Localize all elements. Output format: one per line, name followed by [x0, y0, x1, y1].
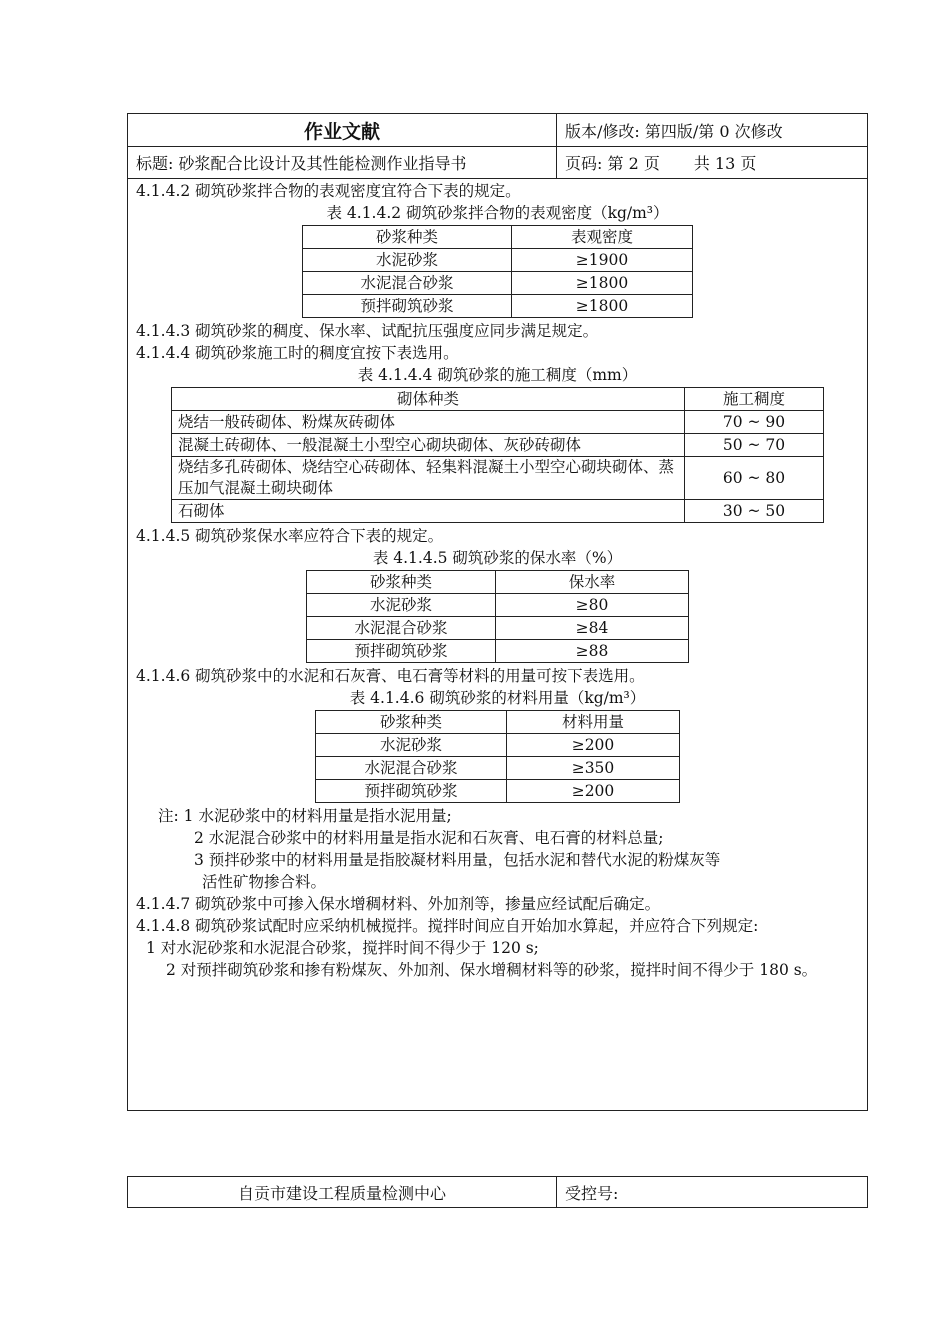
table-cell: ≥1800 — [512, 272, 693, 295]
table-cell: 烧结一般砖砌体、粉煤灰砖砌体 — [172, 411, 685, 434]
table-header-row — [316, 711, 680, 734]
note-2: 2 水泥混合砂浆中的材料用量是指水泥和石灰膏、电石膏的材料总量; — [194, 829, 664, 847]
document-body — [136, 180, 859, 981]
paragraph-4143: 4.1.4.3 砌筑砂浆的稠度、保水率、试配抗压强度应同步满足规定。 — [136, 322, 599, 340]
table-header-row — [307, 571, 689, 594]
page-number: 页码: 第 2 页 — [565, 154, 660, 173]
table-row — [307, 617, 689, 640]
table-4145 — [306, 570, 689, 663]
note-1: 注: 1 水泥砂浆中的材料用量是指水泥用量; — [158, 807, 452, 825]
table-cell: 水泥混合砂浆 — [303, 272, 512, 295]
note-3: 3 预拌砂浆中的材料用量是指胶凝材料用量，包括水泥和替代水泥的粉煤灰等 — [194, 851, 721, 869]
table-caption-4142: 表 4.1.4.2 砌筑砂浆拌合物的表观密度（kg/m³） — [326, 204, 669, 222]
header-row-1 — [128, 114, 867, 147]
table-cell: ≥84 — [496, 617, 689, 640]
page-total: 共 13 页 — [693, 154, 757, 173]
col-header: 施工稠度 — [685, 388, 824, 411]
table-row — [307, 594, 689, 617]
table-cell: 水泥混合砂浆 — [307, 617, 496, 640]
table-cell: 30 ~ 50 — [685, 500, 824, 523]
table-cell: 70 ~ 90 — [685, 411, 824, 434]
table-cell: 水泥混合砂浆 — [316, 757, 507, 780]
table-row — [172, 500, 824, 523]
table-cell: ≥1900 — [512, 249, 693, 272]
table-caption-4146: 表 4.1.4.6 砌筑砂浆的材料用量（kg/m³） — [349, 689, 646, 707]
table-cell: 石砌体 — [172, 500, 685, 523]
list-item-1: 1 对水泥砂浆和水泥混合砂浆，搅拌时间不得少于 120 s; — [146, 939, 539, 957]
col-header: 砌体种类 — [172, 388, 685, 411]
doc-subject: 标题: 砂浆配合比设计及其性能检测作业指导书 — [136, 154, 467, 173]
table-row — [172, 457, 824, 500]
table-cell: 水泥砂浆 — [307, 594, 496, 617]
table-caption-4144: 表 4.1.4.4 砌筑砂浆的施工稠度（mm） — [357, 366, 638, 384]
table-cell: 预拌砌筑砂浆 — [316, 780, 507, 803]
table-cell: 水泥砂浆 — [303, 249, 512, 272]
control-number-label: 受控号: — [556, 1177, 867, 1207]
table-row — [172, 411, 824, 434]
table-row — [303, 295, 693, 318]
header-row-2 — [128, 147, 867, 179]
table-cell: 预拌砌筑砂浆 — [303, 295, 512, 318]
table-cell: 混凝土砖砌体、一般混凝土小型空心砌块砌体、灰砂砖砌体 — [172, 434, 685, 457]
col-header: 砂浆种类 — [316, 711, 507, 734]
table-cell: 烧结多孔砖砌体、烧结空心砖砌体、轻集料混凝土小型空心砌块砌体、蒸压加气混凝土砌块砌体 — [172, 457, 685, 500]
note-3-continued: 活性矿物掺合料。 — [202, 873, 327, 891]
col-header: 砂浆种类 — [303, 226, 512, 249]
table-row — [316, 780, 680, 803]
table-4142 — [302, 225, 693, 318]
table-cell: 60 ~ 80 — [685, 457, 824, 500]
paragraph-4147: 4.1.4.7 砌筑砂浆中可掺入保水增稠材料、外加剂等，掺量应经试配后确定。 — [136, 895, 661, 913]
table-row — [303, 249, 693, 272]
document-frame — [127, 113, 868, 1111]
table-caption-4145: 表 4.1.4.5 砌筑砂浆的保水率（%） — [372, 549, 623, 567]
col-header: 保水率 — [496, 571, 689, 594]
version-info: 版本/修改: 第四版/第 0 次修改 — [556, 114, 867, 146]
doc-type-title: 作业文献 — [303, 120, 380, 143]
table-header-row — [303, 226, 693, 249]
paragraph-4142: 4.1.4.2 砌筑砂浆拌合物的表观密度宜符合下表的规定。 — [136, 182, 521, 200]
table-cell: ≥350 — [507, 757, 680, 780]
table-4144 — [171, 387, 824, 523]
paragraph-4148: 4.1.4.8 砌筑砂浆试配时应采纳机械搅拌。搅拌时间应自开始加水算起，并应符合下列规定: — [136, 917, 759, 935]
table-row — [303, 272, 693, 295]
table-cell: 50 ~ 70 — [685, 434, 824, 457]
table-cell: ≥200 — [507, 780, 680, 803]
list-item-2: 2 对预拌砌筑砂浆和掺有粉煤灰、外加剂、保水增稠材料等的砂浆，搅拌时间不得少于 180 s。 — [166, 961, 818, 979]
paragraph-4145: 4.1.4.5 砌筑砂浆保水率应符合下表的规定。 — [136, 527, 444, 545]
page-info — [556, 147, 867, 178]
paragraph-4146: 4.1.4.6 砌筑砂浆中的水泥和石灰膏、电石膏等材料的用量可按下表选用。 — [136, 667, 645, 685]
table-cell: 预拌砌筑砂浆 — [307, 640, 496, 663]
table-cell: 水泥砂浆 — [316, 734, 507, 757]
table-row — [307, 640, 689, 663]
table-row — [316, 757, 680, 780]
table-row — [172, 434, 824, 457]
col-header: 表观密度 — [512, 226, 693, 249]
table-cell: ≥1800 — [512, 295, 693, 318]
table-header-row — [172, 388, 824, 411]
table-cell: ≥200 — [507, 734, 680, 757]
paragraph-4144: 4.1.4.4 砌筑砂浆施工时的稠度宜按下表选用。 — [136, 344, 459, 362]
footer-bar — [127, 1176, 868, 1208]
table-cell: ≥88 — [496, 640, 689, 663]
table-4146 — [315, 710, 680, 803]
footer-org: 自贡市建设工程质量检测中心 — [237, 1183, 446, 1203]
col-header: 材料用量 — [507, 711, 680, 734]
col-header: 砂浆种类 — [307, 571, 496, 594]
table-row — [316, 734, 680, 757]
table-cell: ≥80 — [496, 594, 689, 617]
